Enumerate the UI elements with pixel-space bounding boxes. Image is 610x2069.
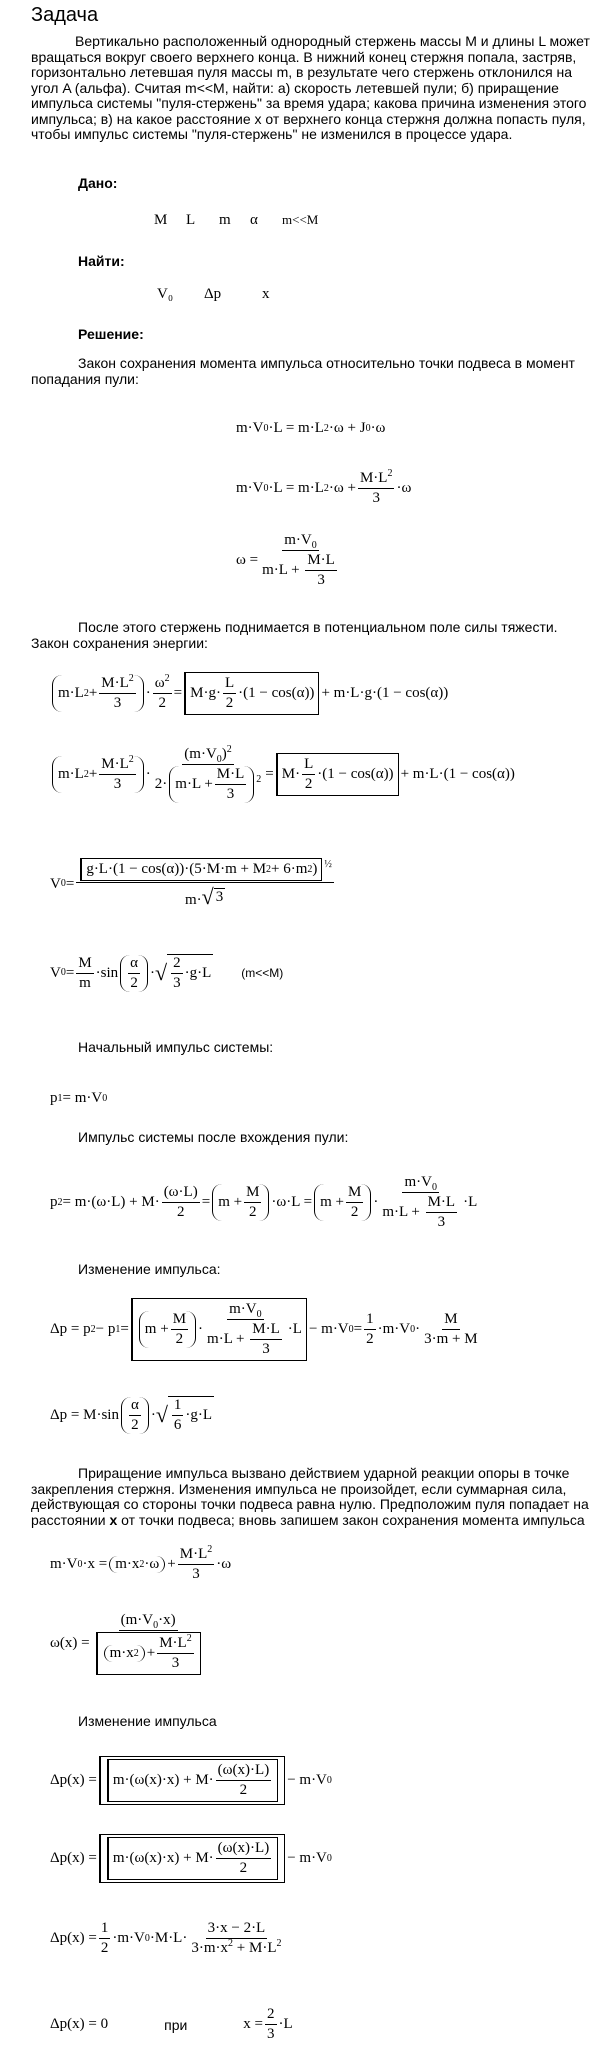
problem-line: вращаться вокруг своего верхнего конца. В нижний конец стержня попала, застряв, <box>31 48 577 65</box>
given-m: m <box>219 212 231 228</box>
problem-line: импульса системы "пуля-стержень" за время удара; какова причина изменения этого <box>31 95 587 111</box>
equation-dp-x-3: Δp(x) = $\frac{1}{2}$ ·m·V 0 ·M·L· $\frac{3\cdot x - 2\cdot L}{3\cdot m\cdot x^2 + M\cdot L^2}$ <box>50 1920 282 1956</box>
equation-p1: p 1 = m·V 0 <box>50 1090 108 1106</box>
problem-line: горизонтально летевшая пуля массы m, в результате чего стержень отклонился на <box>31 64 573 80</box>
text-momentum-change: Изменение импульса: <box>78 1261 221 1277</box>
text-angular-momentum: Закон сохранения момента импульса относительно точки подвеса в момент попадания пули: <box>31 355 575 387</box>
equation-energy-1: m·L 2 + $\frac{M\cdot L^2}{3}$ · $\frac{\omega^2}{2}$ = M·g· $\frac{L}{2}$ ·(1 − cos(α)) + m·L·g·(1 − cos(α)) <box>50 672 448 715</box>
condition-note: (m<<M) <box>241 966 284 980</box>
given-alpha: α <box>250 212 258 228</box>
equation-dp-approx: Δp = M·sin $\frac{\alpha}{2}$ · √ $\frac{1}{6}$ ·g·L <box>50 1396 213 1433</box>
text-momentum-change-2: Изменение импульса <box>78 1713 217 1729</box>
given-condition: m<<M <box>282 212 319 227</box>
equation-dp-x-2: Δp(x) = m·(ω(x)·x) + M· $\frac{(\omega(x)\cdot L)}{2}$ − m·V 0 <box>50 1834 332 1883</box>
equation-energy-2: m·L 2 + $\frac{M\cdot L^2}{3}$ · $(m\cdot V_0)^2$ 2· m·L + $\frac{M\cdot L}{3}$ $^2$ = M· $\frac{L}{2}$ ·(1 − cos(α)) + m·L·(1 − cos(α)) <box>50 746 515 803</box>
equation-2: m·V 0 ·L = m·L 2 ·ω + $\frac{M\cdot L^2}{3}$ ·ω <box>236 468 412 506</box>
given-L: L <box>186 212 196 228</box>
solution-label: Решение: <box>78 326 144 342</box>
problem-line: чтобы импульс системы "пуля-стержень" не изменился в процессе удара. <box>31 126 513 142</box>
given-M: M <box>154 212 168 228</box>
page-title: Задача <box>31 4 99 26</box>
text-energy: После этого стержень поднимается в потенциальном поле силы тяжести. Закон сохранения энергии: <box>31 619 558 651</box>
equation-v0-approx: V 0 = $\frac{M}{m}$ ·sin $\frac{\alpha}{2}$ · √ $\frac{2}{3}$ ·g·L (m<<M) <box>50 954 284 991</box>
equation-dp: Δp = p 2 − p 1 = m + $\frac{M}{2}$ · $m\cdot V_0$ m·L + $\frac{M\cdot L}{3}$ ·L − m·V 0 = $\frac{1}{2}$ ·m·V 0 · $\frac{M}{3\cdot m + M}$ <box>50 1298 482 1361</box>
text-momentum-after: Импульс системы после вхождения пули: <box>78 1129 349 1145</box>
equation-angular-x: m·V 0 ·x = m·x 2 ·ω + $\frac{M\cdot L^2}{3}$ ·ω <box>50 1544 232 1582</box>
equation-v0-full: V 0 = g·L·(1 − cos(α))·(5·M·m + M 2 + 6·m 2 ) $^{\frac{1}{2}}$ m· √ 3 <box>50 859 332 909</box>
equation-final: Δp(x) = 0 при x = $\frac{2}{3}$ ·L <box>50 2006 293 2042</box>
text-reaction: Приращение импульса вызвано действием ударной реакции опоры в точке закрепления стержня. Изменения импульса не произойдет, если суммарная сила, действующая со стороны точки подвеса равна нулю. Предположим пуля попадает на расстоянии x от точки подвеса; вновь запишем закон сохранения момента импульса <box>31 1465 589 1528</box>
equation-1: m·V 0 ·L = m·L 2 ·ω + J 0 ·ω <box>236 420 386 436</box>
find-x: x <box>262 286 270 302</box>
text-initial-momentum: Начальный импульс системы: <box>78 1039 274 1055</box>
problem-line: импульса; в) на какое расстояние x от верхнего конца стержня должна попасть пуля, <box>31 110 586 127</box>
problem-line: Вертикально расположенный однородный стержень массы M и длины L может <box>75 33 590 49</box>
find-label: Найти: <box>78 253 125 269</box>
equation-omega-x: ω(x) = $(m\cdot V_0\cdot x)$ m·x 2 + $\frac{M\cdot L^2}{3}$ <box>50 1612 207 1675</box>
given-label: Дано: <box>78 175 118 191</box>
problem-line: угол A (альфа). Считая m<<M, найти: а) скорость летевшей пули; б) приращение <box>31 79 559 96</box>
equation-p2: p 2 = m·(ω·L) + M· $\frac{(\omega\cdot L)}{2}$ = m + $\frac{M}{2}$ ·ω·L = m + $\frac{M}{2}$ · $m\cdot V_0$ m·L + $\frac{M\cdot L}{3}$ ·L <box>50 1174 478 1230</box>
equation-dp-x-1: Δp(x) = m·(ω(x)·x) + M· $\frac{(\omega(x)\cdot L)}{2}$ − m·V 0 <box>50 1756 332 1805</box>
problem-statement <box>31 34 601 143</box>
equation-omega: ω = $m\cdot V_0$ m·L + $\frac{M\cdot L}{3}$ <box>236 532 335 588</box>
word-pri: при <box>164 2016 188 2033</box>
find-V0: V₀ <box>157 286 174 302</box>
find-dp: Δp <box>204 286 222 302</box>
